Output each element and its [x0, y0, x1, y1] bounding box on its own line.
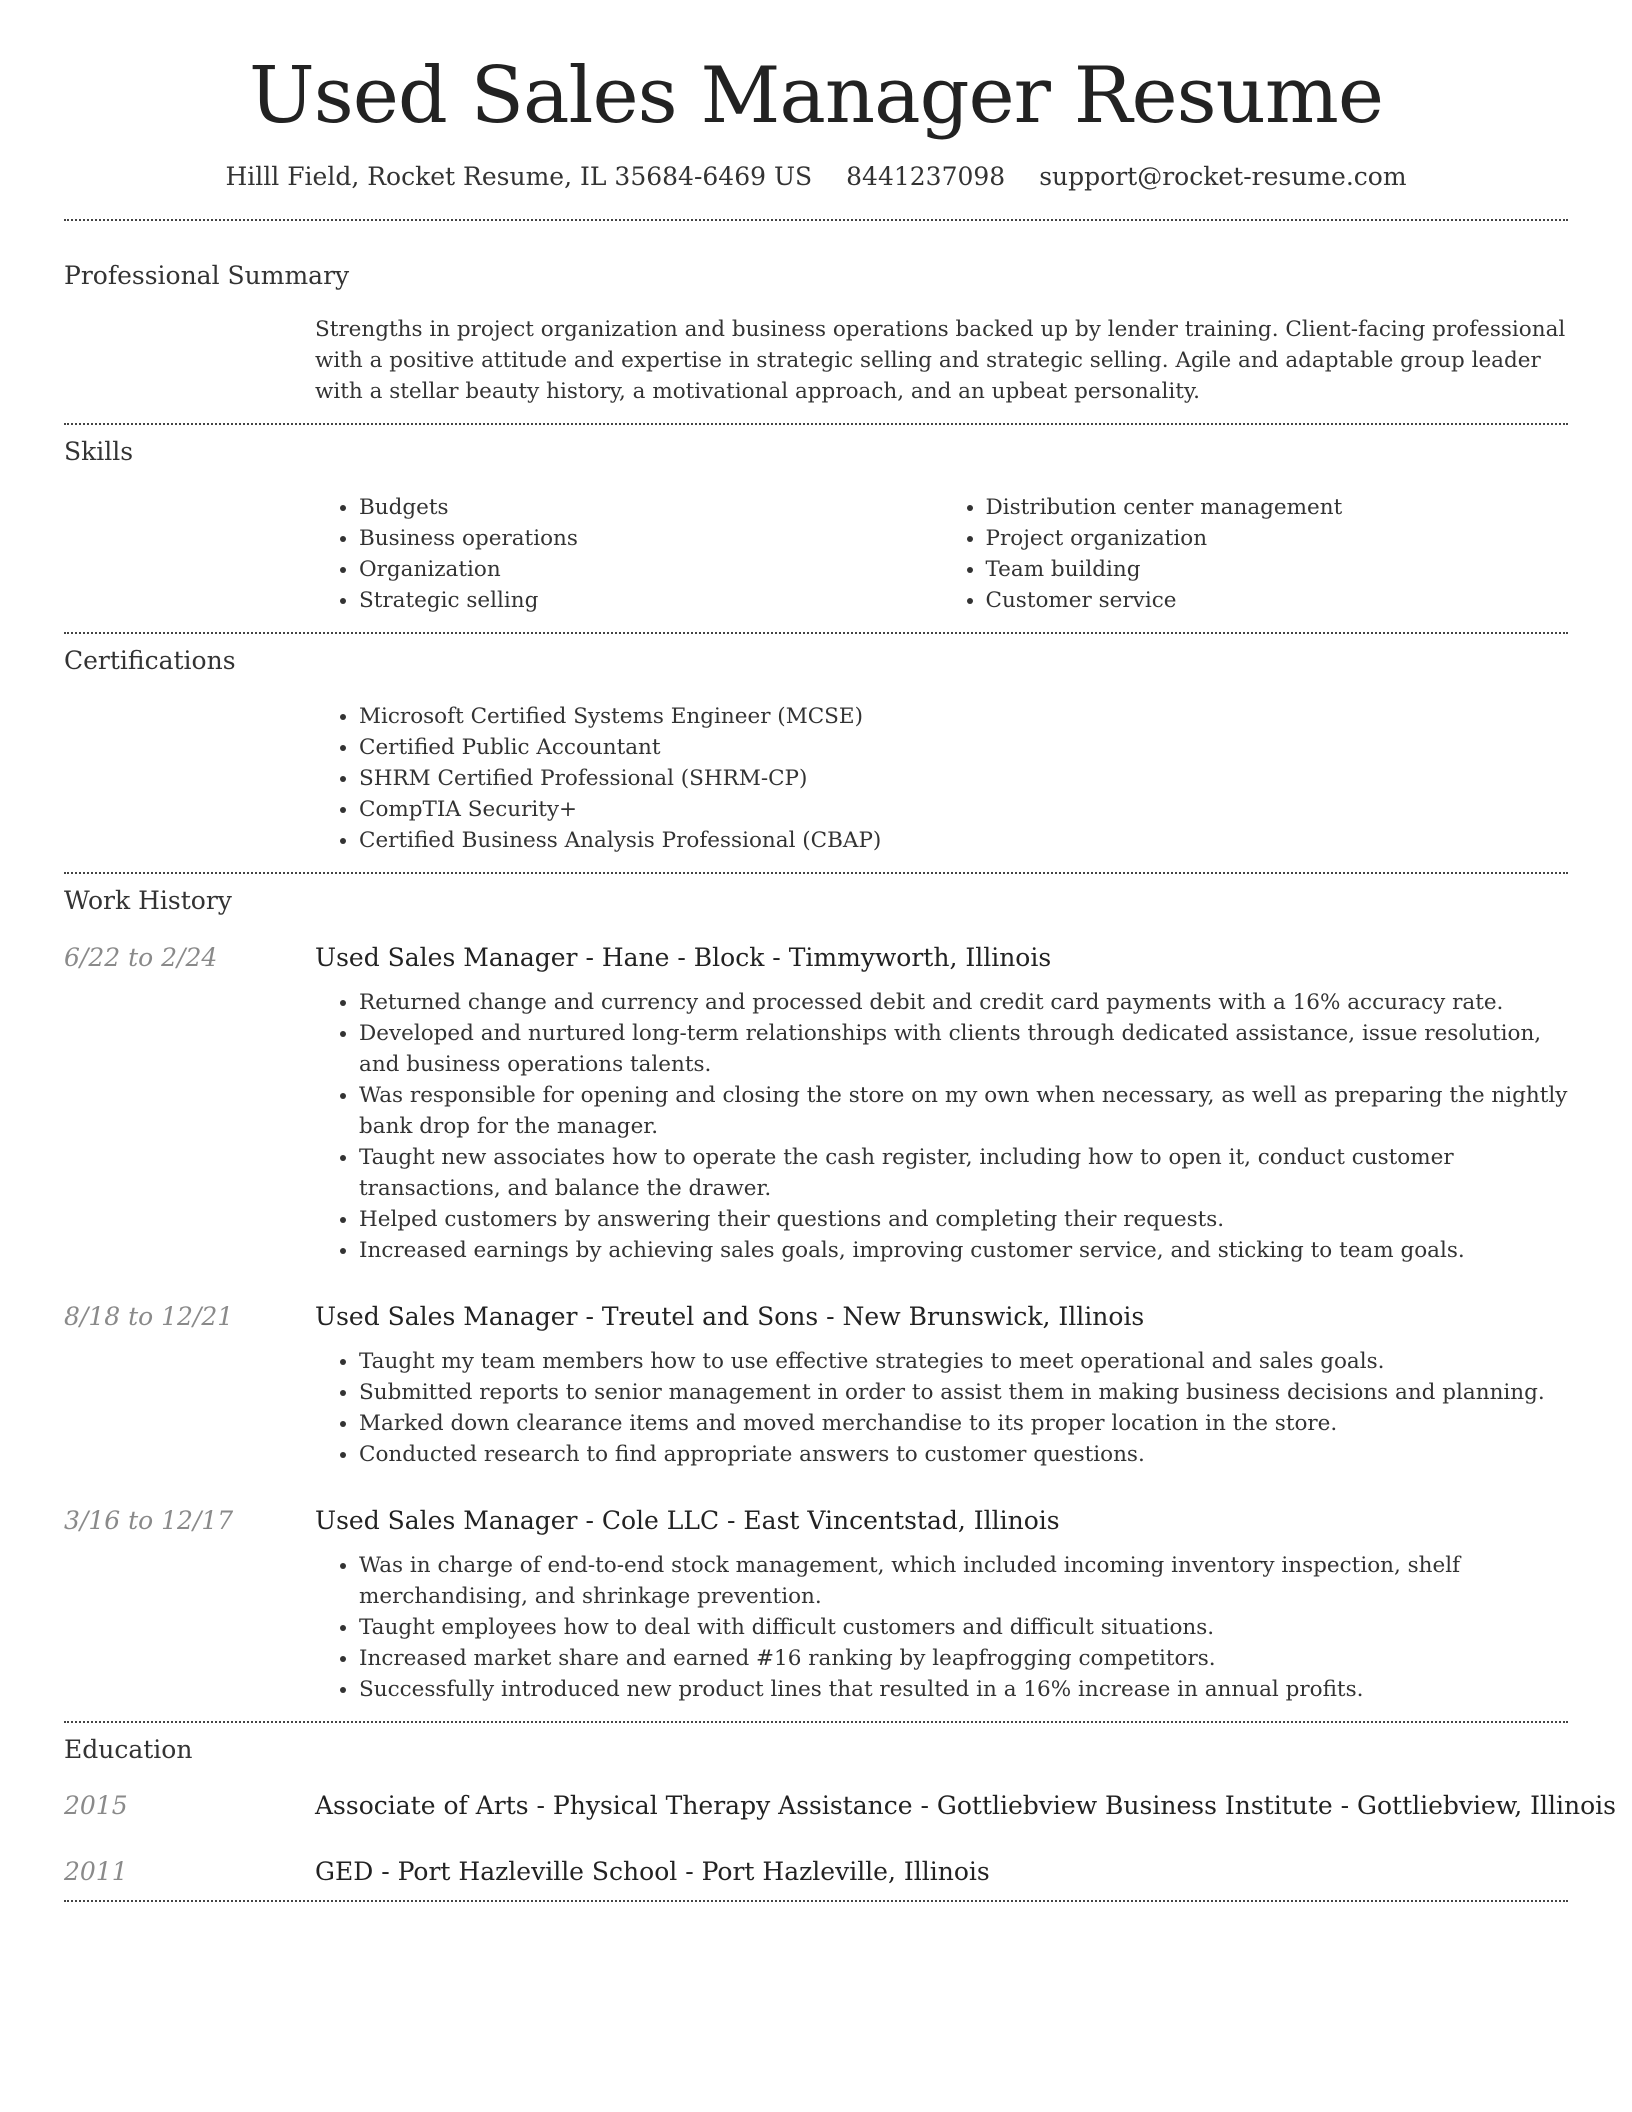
section-education: [64, 1723, 1617, 1900]
skill-item: • Customer service: [986, 585, 1569, 616]
section-title-skills: Skills: [64, 436, 134, 466]
job-dates: 6/22 to 2/24: [64, 942, 218, 972]
education-text: Associate of Arts - Physical Therapy Assistance - Gottliebview Business Institute - Gottliebview, Illinois: [315, 1790, 1617, 1820]
job-title: Used Sales Manager - Hane - Block - Timmyworth, Illinois: [315, 942, 1052, 972]
skills-grid: [315, 492, 1568, 616]
section-work-history: [64, 874, 1568, 1721]
section-skills: [64, 425, 1568, 632]
job-dates: 3/16 to 12/17: [64, 1505, 234, 1535]
summary-body: [315, 314, 1568, 407]
section-certifications: [64, 634, 1568, 872]
job-bullet: • Developed and nurtured long-term relationships with clients through dedicated assistance, issue resolution, and business operations talents.: [359, 1018, 1568, 1080]
skill-item: • Project organization: [986, 523, 1569, 554]
resume-header: [64, 0, 1568, 191]
skills-list-left: [315, 492, 942, 616]
job-main: [315, 1300, 1568, 1470]
job-entry: [64, 1300, 1568, 1470]
summary-text: Strengths in project organization and business operations backed up by lender training. Client-facing professional with a positive attitude and expertise in strategic selling and strategic selling. Agile and adaptable group leader with a stellar beauty history, a motivational approach, and an upbeat personality.: [315, 316, 1566, 404]
certification-item: • SHRM Certified Professional (SHRM-CP): [359, 763, 1568, 794]
job-bullets: [315, 1550, 1568, 1705]
job-title: Used Sales Manager - Treutel and Sons - New Brunswick, Illinois: [315, 1301, 1145, 1331]
contact-line: [64, 162, 1568, 191]
job-bullet: • Helped customers by answering their questions and completing their requests.: [359, 1204, 1568, 1235]
certification-item: • Microsoft Certified Systems Engineer (MCSE): [359, 701, 1568, 732]
certification-item: • Certified Business Analysis Professional (CBAP): [359, 825, 1568, 856]
skill-item: • Budgets: [359, 492, 942, 523]
job-bullet: • Taught my team members how to use effective strategies to meet operational and sales goals.: [359, 1346, 1568, 1377]
section-title-work-history: Work History: [64, 885, 232, 915]
job-dates: 8/18 to 12/21: [64, 1301, 234, 1331]
certification-item: • CompTIA Security+: [359, 794, 1568, 825]
job-title: Used Sales Manager - Cole LLC - East Vincentstad, Illinois: [315, 1505, 1060, 1535]
job-bullet: • Was responsible for opening and closing the store on my own when necessary, as well as preparing the nightly bank drop for the manager.: [359, 1080, 1568, 1142]
job-bullet: • Conducted research to find appropriate answers to customer questions.: [359, 1439, 1568, 1470]
job-bullets: [315, 987, 1568, 1266]
certification-item: • Certified Public Accountant: [359, 732, 1568, 763]
job-bullet: • Increased earnings by achieving sales goals, improving customer service, and sticking to team goals.: [359, 1235, 1568, 1266]
skills-body: [315, 492, 1568, 616]
job-bullet: • Submitted reports to senior management in order to assist them in making business decisions and planning.: [359, 1377, 1568, 1408]
contact-phone: 8441237098: [846, 161, 1006, 191]
skill-item: • Team building: [986, 554, 1569, 585]
skill-item: • Organization: [359, 554, 942, 585]
job-bullet: • Was in charge of end-to-end stock management, which included incoming inventory inspection, shelf merchandising, and shrinkage prevention.: [359, 1550, 1568, 1612]
skill-item: • Strategic selling: [359, 585, 942, 616]
education-year: 2011: [64, 1856, 128, 1886]
job-bullets: [315, 1346, 1568, 1470]
jobs-list: [64, 941, 1568, 1705]
certifications-list: [315, 701, 1568, 856]
job-main: [315, 941, 1568, 1266]
skills-list-right: [942, 492, 1569, 616]
job-main: [315, 1504, 1568, 1705]
education-list: [64, 1788, 1617, 1890]
section-title-certifications: Certifications: [64, 645, 236, 675]
education-year: 2015: [64, 1790, 128, 1820]
certifications-body: [315, 701, 1568, 856]
job-bullet: • Increased market share and earned #16 ranking by leapfrogging competitors.: [359, 1643, 1568, 1674]
job-bullet: • Returned change and currency and processed debit and credit card payments with a 16% accuracy rate.: [359, 987, 1568, 1018]
job-bullet: • Marked down clearance items and moved merchandise to its proper location in the store.: [359, 1408, 1568, 1439]
job-bullet: • Successfully introduced new product lines that resulted in a 16% increase in annual profits.: [359, 1674, 1568, 1705]
skill-item: • Business operations: [359, 523, 942, 554]
contact-email: support@rocket-resume.com: [1039, 161, 1407, 191]
job-bullet: • Taught new associates how to operate the cash register, including how to open it, conduct customer transactions, and balance the drawer.: [359, 1142, 1568, 1204]
section-title-summary: Professional Summary: [64, 260, 350, 290]
section-title-education: Education: [64, 1734, 193, 1764]
education-entry: [64, 1854, 1568, 1890]
contact-address: Hilll Field, Rocket Resume, IL 35684-6469 US: [225, 161, 813, 191]
resume-title: Used Sales Manager Resume: [248, 51, 1384, 141]
section-divider: [64, 1900, 1568, 1902]
job-bullet: • Taught employees how to deal with difficult customers and difficult situations.: [359, 1612, 1568, 1643]
section-summary: [64, 221, 1568, 423]
job-entry: [64, 941, 1568, 1266]
education-entry: [64, 1788, 1617, 1824]
education-text: GED - Port Hazleville School - Port Hazleville, Illinois: [315, 1856, 990, 1886]
job-entry: [64, 1504, 1568, 1705]
skill-item: • Distribution center management: [986, 492, 1569, 523]
